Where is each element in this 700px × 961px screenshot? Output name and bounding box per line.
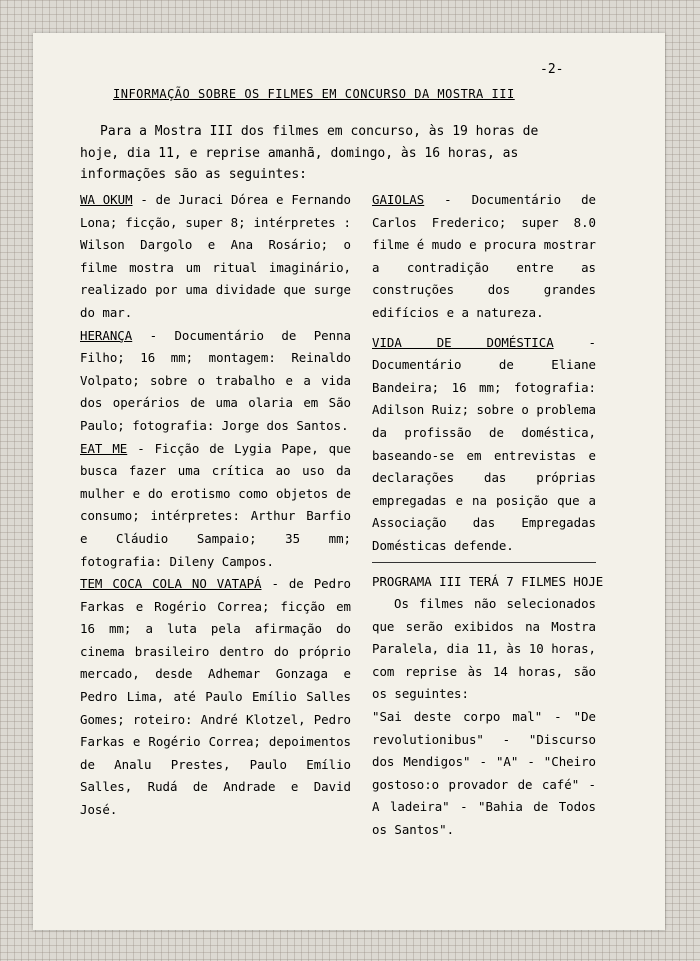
entry-text: - Documentário de Carlos Frederico; super 8.0 filme é mudo e procura mostrar a contradição entre as construções dos grandes edifícios e a natureza. [372, 192, 596, 320]
intro-text: Para a Mostra III dos filmes em concurso, às 19 horas de hoje, dia 11, e reprise amanhã, domingo, às 16 horas, as informações são as seguintes: [80, 124, 539, 182]
entry-heranca [80, 325, 351, 438]
entry-title: TEM COCA COLA NO VATAPÁ [80, 576, 262, 592]
programa-title: PROGRAMA III TERÁ 7 FILMES HOJE [372, 573, 604, 589]
programa-text: Os filmes não selecionados que serão exibidos na Mostra Paralela, dia 11, às 10 horas, com reprise às 14 horas, são os seguintes: [372, 596, 596, 702]
entry-wa-okum [80, 189, 351, 325]
entry-text: - Documentário de Penna Filho; 16 mm; montagem: Reinaldo Volpato; sobre o trabalho e a vida dos operários de uma olaria em São Paulo; fotografia: Jorge dos Santos. [80, 327, 351, 433]
intro-paragraph [80, 121, 580, 186]
programa-film-list: "Sai deste corpo mal" - "De revolutionibus" - "Discurso dos Mendigos" - "A" - "Cheiro gostoso:o provador de café" - A ladeira" - "Bahia de Todos os Santos". [372, 709, 596, 838]
entry-gaiolas [372, 189, 596, 325]
entry-title: WA OKUM [80, 192, 133, 207]
entry-vida-de-domestica [372, 332, 596, 558]
spacer [372, 325, 596, 332]
entry-title: VIDA DE DOMÉSTICA [372, 334, 554, 350]
entry-text: - Ficção de Lygia Pape, que busca fazer uma crítica ao uso da mulher e do erotismo como objetos de consumo; intérpretes: Arthur Barfio e Cláudio Sampaio; 35 mm; fotografia: Dileny Campos. [80, 440, 352, 569]
entry-eat-me [80, 438, 351, 574]
right-column [372, 189, 604, 842]
entry-text: - de Pedro Farkas e Rogério Correa; ficção em 16 mm; a luta pela afirmação do cinema brasileiro dentro do próprio mercado, desde Adhemar Gonzaga e Pedro Lima, até Paulo Emílio Salles Gomes; roteiro: André Klotzel, Pedro Farkas e Rogério Correa; depoimentos de Analu Prestes, Paulo Emílio Salles, Rudá de Andrade e David José. [80, 576, 351, 818]
entry-text: - Documentário de Eliane Bandeira; 16 mm; fotografia: Adilson Ruiz; sobre o problema da profissão de doméstica, baseando-se em entrevistas e declarações das próprias empregadas e na posição que a Associação das Empregadas Domésticas defende. [372, 334, 596, 553]
entry-title: GAIOLAS [372, 192, 425, 207]
divider [372, 562, 596, 563]
entry-text: - de Juraci Dórea e Fernando Lona; ficção, super 8; intérpretes : Wilson Dargolo e Ana Rosário; o filme mostra um ritual imaginário, realizado por uma dividade que surge do mar. [80, 192, 352, 320]
left-column [80, 189, 351, 822]
page-number: -2- [540, 62, 564, 77]
entry-title: EAT ME [80, 440, 128, 456]
document-title: INFORMAÇÃO SOBRE OS FILMES EM CONCURSO DA MOSTRA III [113, 87, 515, 101]
entry-tem-coca-cola [80, 573, 351, 822]
entry-title: HERANÇA [80, 327, 133, 343]
